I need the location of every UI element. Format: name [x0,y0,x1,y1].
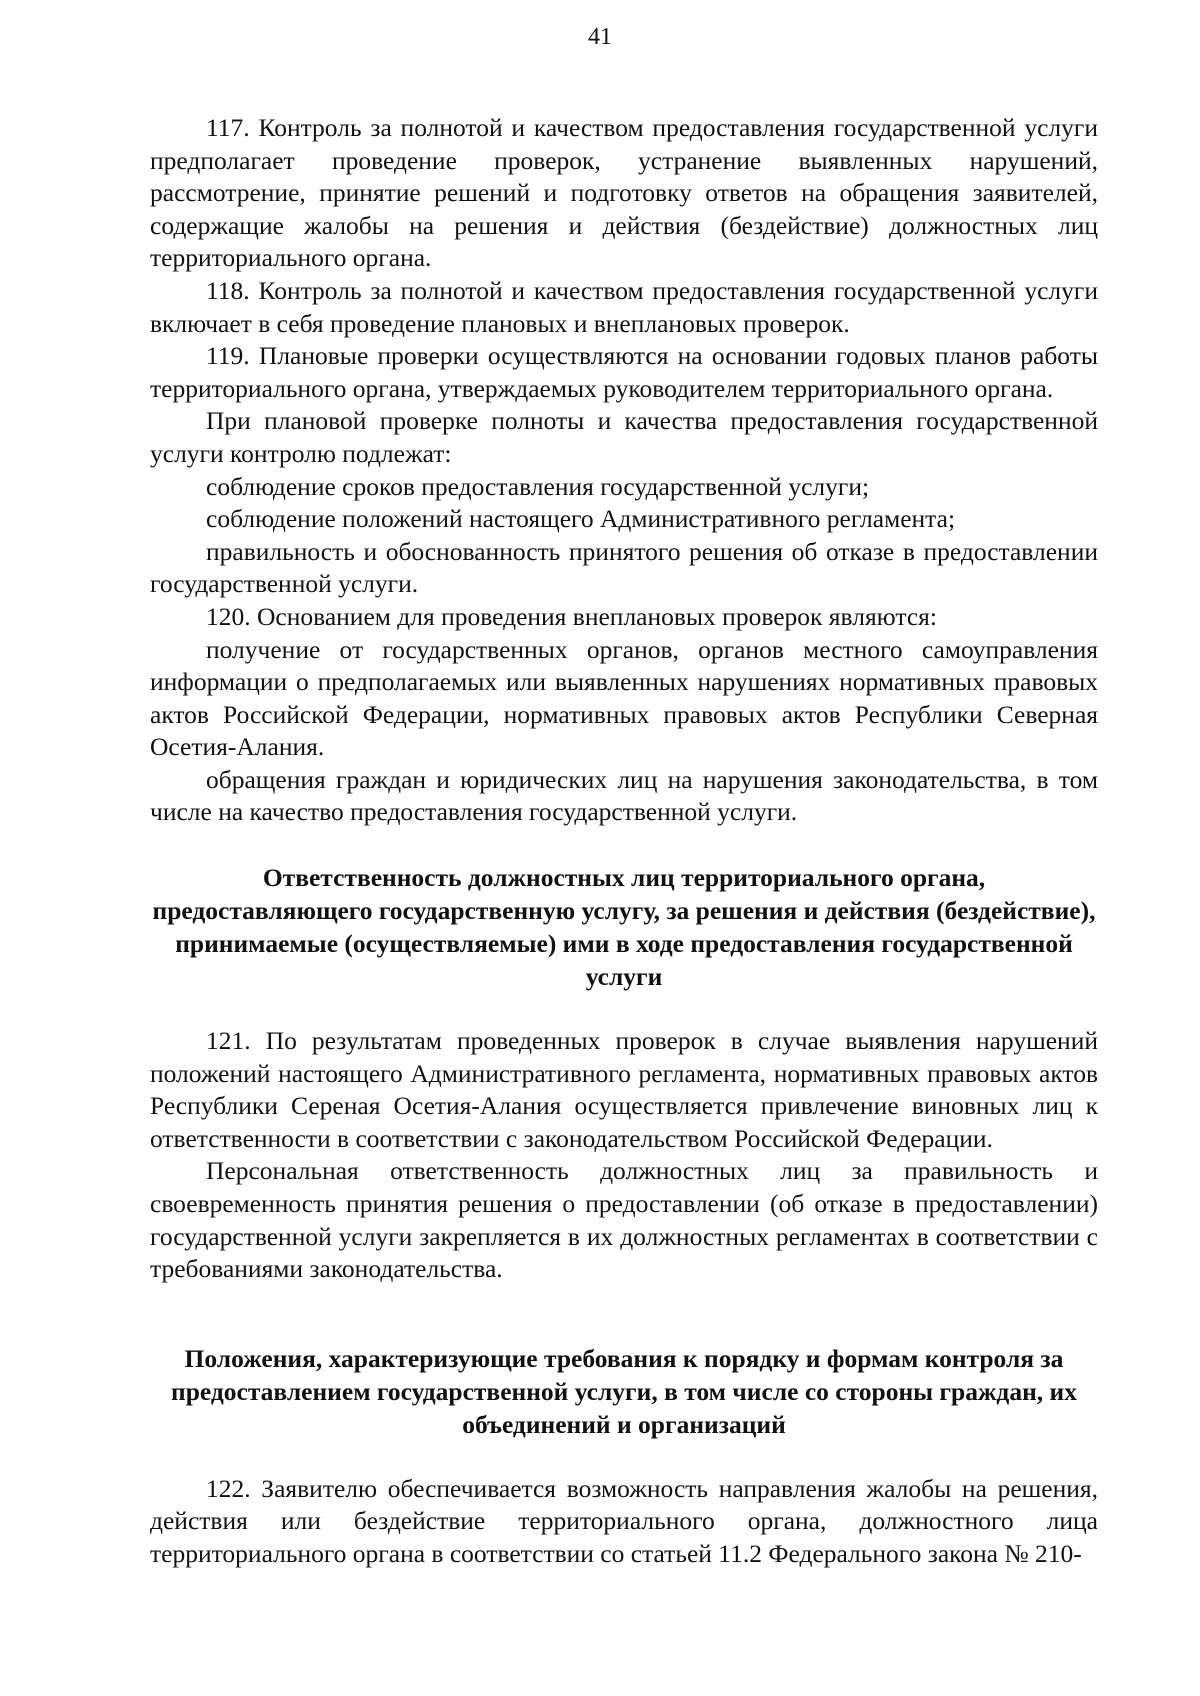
paragraph-item-deadlines: соблюдение сроков предоставления государственной услуги; [206,471,870,501]
paragraph-119: 119. Плановые проверки осуществляются на основании годовых планов работы территориального органа, утверждаемых руководителем территориального органа. [150,341,1098,403]
page-number: 41 [588,24,612,50]
paragraph-item-info: получение от государственных органов, органов местного самоуправления информации о предполагаемых или выявленных нарушениях нормативных правовых актов Российской Федерации, нормативных правовых актов Республики Северная Осетия-Алания. [150,634,1098,762]
document-body [150,112,1098,1571]
paragraph-personal-responsibility: Персональная ответственность должностных лиц за правильность и своевременность принятия решения о предоставлении (об отказе в предоставлении) государственной услуги закрепляется в их должностных регламентах в соответствии с требованиями законодательства. [150,1156,1098,1284]
paragraph-122: 122. Заявителю обеспечивается возможность направления жалобы на решения, действия или бездействие территориального органа, должностного лица территориального органа в соответствии со статьей 11.2 Федерального закона № 210- [150,1473,1098,1568]
paragraph-118: 118. Контроль за полнотой и качеством предоставления государственной услуги включает в себя проведение плановых и внеплановых проверок. [150,275,1098,338]
paragraph-117: 117. Контроль за полнотой и качеством предоставления государственной услуги предполагает проведение проверок, устранение выявленных нарушений, рассмотрение, принятие решений и подготовку ответов на обращения заявителей, содержащие жалобы на решения и действия (бездействие) должностных лиц территориального органа. [150,113,1098,273]
paragraph-item-provisions: соблюдение положений настоящего Административного регламента; [206,504,956,534]
paragraph-121: 121. По результатам проведенных проверок в случае выявления нарушений положений настоящего Административного регламента, нормативных правовых актов Республики Сереная Осетия-Алания осуществляется привлечение виновных лиц к ответственности в соответствии с законодательством Российской Федерации. [150,1026,1098,1153]
section-heading-control-forms: Положения, характеризующие требования к порядку и формам контроля за предоставлением государственной услуги, в том числе со стороны граждан, их объединений и организаций [171,1343,1077,1439]
paragraph-item-refusal: правильность и обоснованность принятого решения об отказе в предоставлении государственной услуги. [150,536,1098,599]
paragraph-item-appeals: обращения граждан и юридических лиц на нарушения законодательства, в том числе на качество предоставления государственной услуги. [150,764,1098,827]
section-heading-responsibility: Ответственность должностных лиц территориального органа, предоставляющего государственную услугу, за решения и действия (бездействие), принимаемые (осуществляемые) ими в ходе предоставления государственной услуги [152,863,1096,992]
paragraph-planned-check: При плановой проверке полноты и качества предоставления государственной услуги контролю подлежат: [150,406,1098,468]
paragraph-120: 120. Основанием для проведения внеплановых проверок являются: [206,601,937,631]
